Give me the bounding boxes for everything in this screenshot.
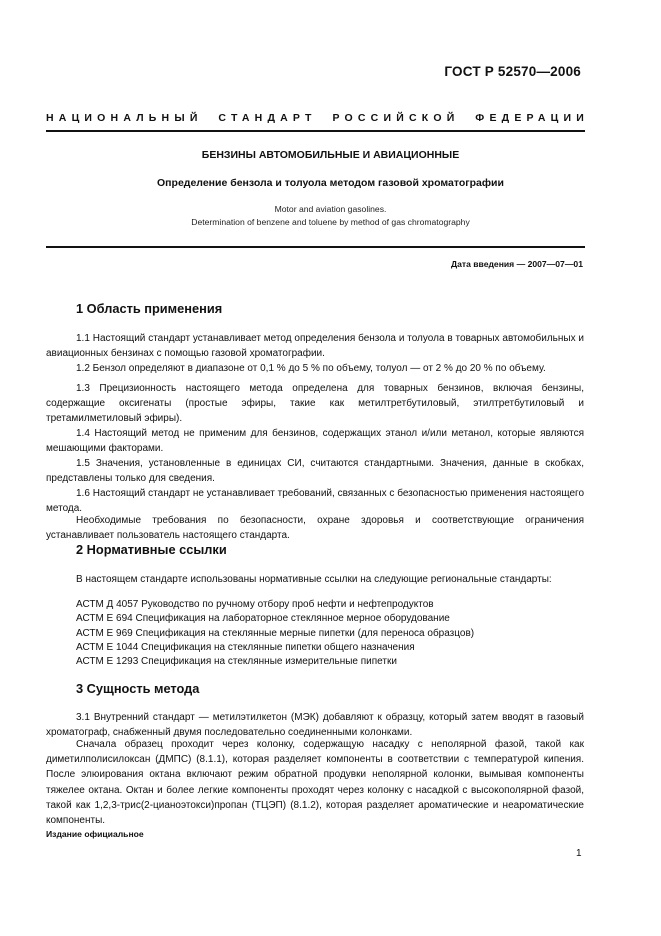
- banner-word: РОССИЙСКОЙ: [332, 112, 460, 124]
- section-3-heading: 3 Сущность метода: [76, 681, 200, 696]
- title-english: [0, 203, 661, 229]
- reference-item: АСТМ Е 1044 Спецификация на стеклянные пипетки общего назначения: [76, 641, 415, 653]
- paragraph-1-5: 1.5 Значения, установленные в единицах СИ, считаются стандартными. Значения, данные в скобках, представлены только для сведения.: [46, 458, 584, 485]
- paragraph-1-3: 1.3 Прецизионность настоящего метода определена для товарных бензинов, включая бензины, содержащие оксигенаты (простые эфиры, такие как метилтретбутиловый, этилтретбутиловый и третамилметиловый эфиры).: [46, 383, 584, 425]
- header-divider: [46, 130, 585, 132]
- reference-list: [76, 598, 474, 669]
- paragraph-1-7: Необходимые требования по безопасности, охране здоровья и соответствующие ограничения устанавливает пользователь настоящего стандарта.: [46, 515, 584, 542]
- title-divider: [46, 246, 585, 248]
- title-english-line1: Motor and aviation gasolines.: [274, 204, 387, 214]
- reference-item: АСТМ Д 4057 Руководство по ручному отбору проб нефти и нефтепродуктов: [76, 599, 434, 610]
- reference-item: АСТМ Е 969 Спецификация на стеклянные мерные пипетки (для переноса образцов): [76, 627, 475, 639]
- paragraph-1-2: 1.2 Бензол определяют в диапазоне от 0,1 % до 5 % по объему, толуол — от 2 % до 20 % по объему.: [76, 363, 546, 374]
- national-standard-banner: [46, 112, 589, 124]
- paragraph-2-intro: В настоящем стандарте использованы нормативные ссылки на следующие региональные стандарты:: [76, 574, 552, 585]
- banner-word: СТАНДАРТ: [218, 112, 317, 124]
- title-english-line2: Determination of benzene and toluene by method of gas chromatography: [191, 217, 470, 227]
- section-2-heading: 2 Нормативные ссылки: [76, 542, 227, 557]
- official-edition-note: Издание официальное: [46, 829, 144, 839]
- title-sub: Определение бензола и толуола методом газовой хроматографии: [157, 177, 504, 189]
- banner-word: НАЦИОНАЛЬНЫЙ: [46, 112, 203, 124]
- paragraph-1-4: 1.4 Настоящий метод не применим для бензинов, содержащих этанол и/или метанол, которые являются мешающими факторами.: [46, 428, 584, 455]
- paragraph-3-1: 3.1 Внутренний стандарт — метилэтилкетон (МЭК) добавляют к образцу, который затем вводят в газовый хроматограф, снабженный двумя последовательно соединенными колонками.: [46, 712, 584, 739]
- reference-item: АСТМ Е 694 Спецификация на лабораторное стеклянное мерное оборудование: [76, 613, 450, 625]
- paragraph-3-2: Сначала образец проходит через колонку, содержащую насадку с неполярной фазой, такой как диметилполисилоксан (ДМПС) (8.1.1), которая разделяет компоненты в соответствии с температурой кипения. После элюирования октана включают режим обратной продувки неполярной колонки, вымывая компоненты тяжелее октана. Октан и более легкие компоненты проходят через колонку с насадкой с высокополярной фазой, такой как 1,2,3-трис(2-цианоэтокси)пропан (ТЦЭП) (8.1.2), которая разделяет ароматические и неароматические компоненты.: [46, 739, 584, 827]
- banner-word: ФЕДЕРАЦИИ: [475, 112, 589, 124]
- paragraph-1-1: 1.1 Настоящий стандарт устанавливает метод определения бензола и толуола в товарных автомобильных и авиационных бензинах с помощью газовой хроматографии.: [46, 333, 584, 360]
- paragraph-1-6: 1.6 Настоящий стандарт не устанавливает требований, связанных с безопасностью применения настоящего метода.: [46, 488, 584, 515]
- reference-item: АСТМ Е 1293 Спецификация на стеклянные измерительные пипетки: [76, 656, 397, 668]
- document-code: ГОСТ Р 52570—2006: [444, 64, 581, 79]
- date-of-introduction: Дата введения — 2007—07—01: [450, 259, 583, 269]
- title-main: БЕНЗИНЫ АВТОМОБИЛЬНЫЕ И АВИАЦИОННЫЕ: [201, 149, 460, 161]
- section-1-heading: 1 Область применения: [76, 301, 223, 316]
- page-number: 1: [576, 848, 582, 859]
